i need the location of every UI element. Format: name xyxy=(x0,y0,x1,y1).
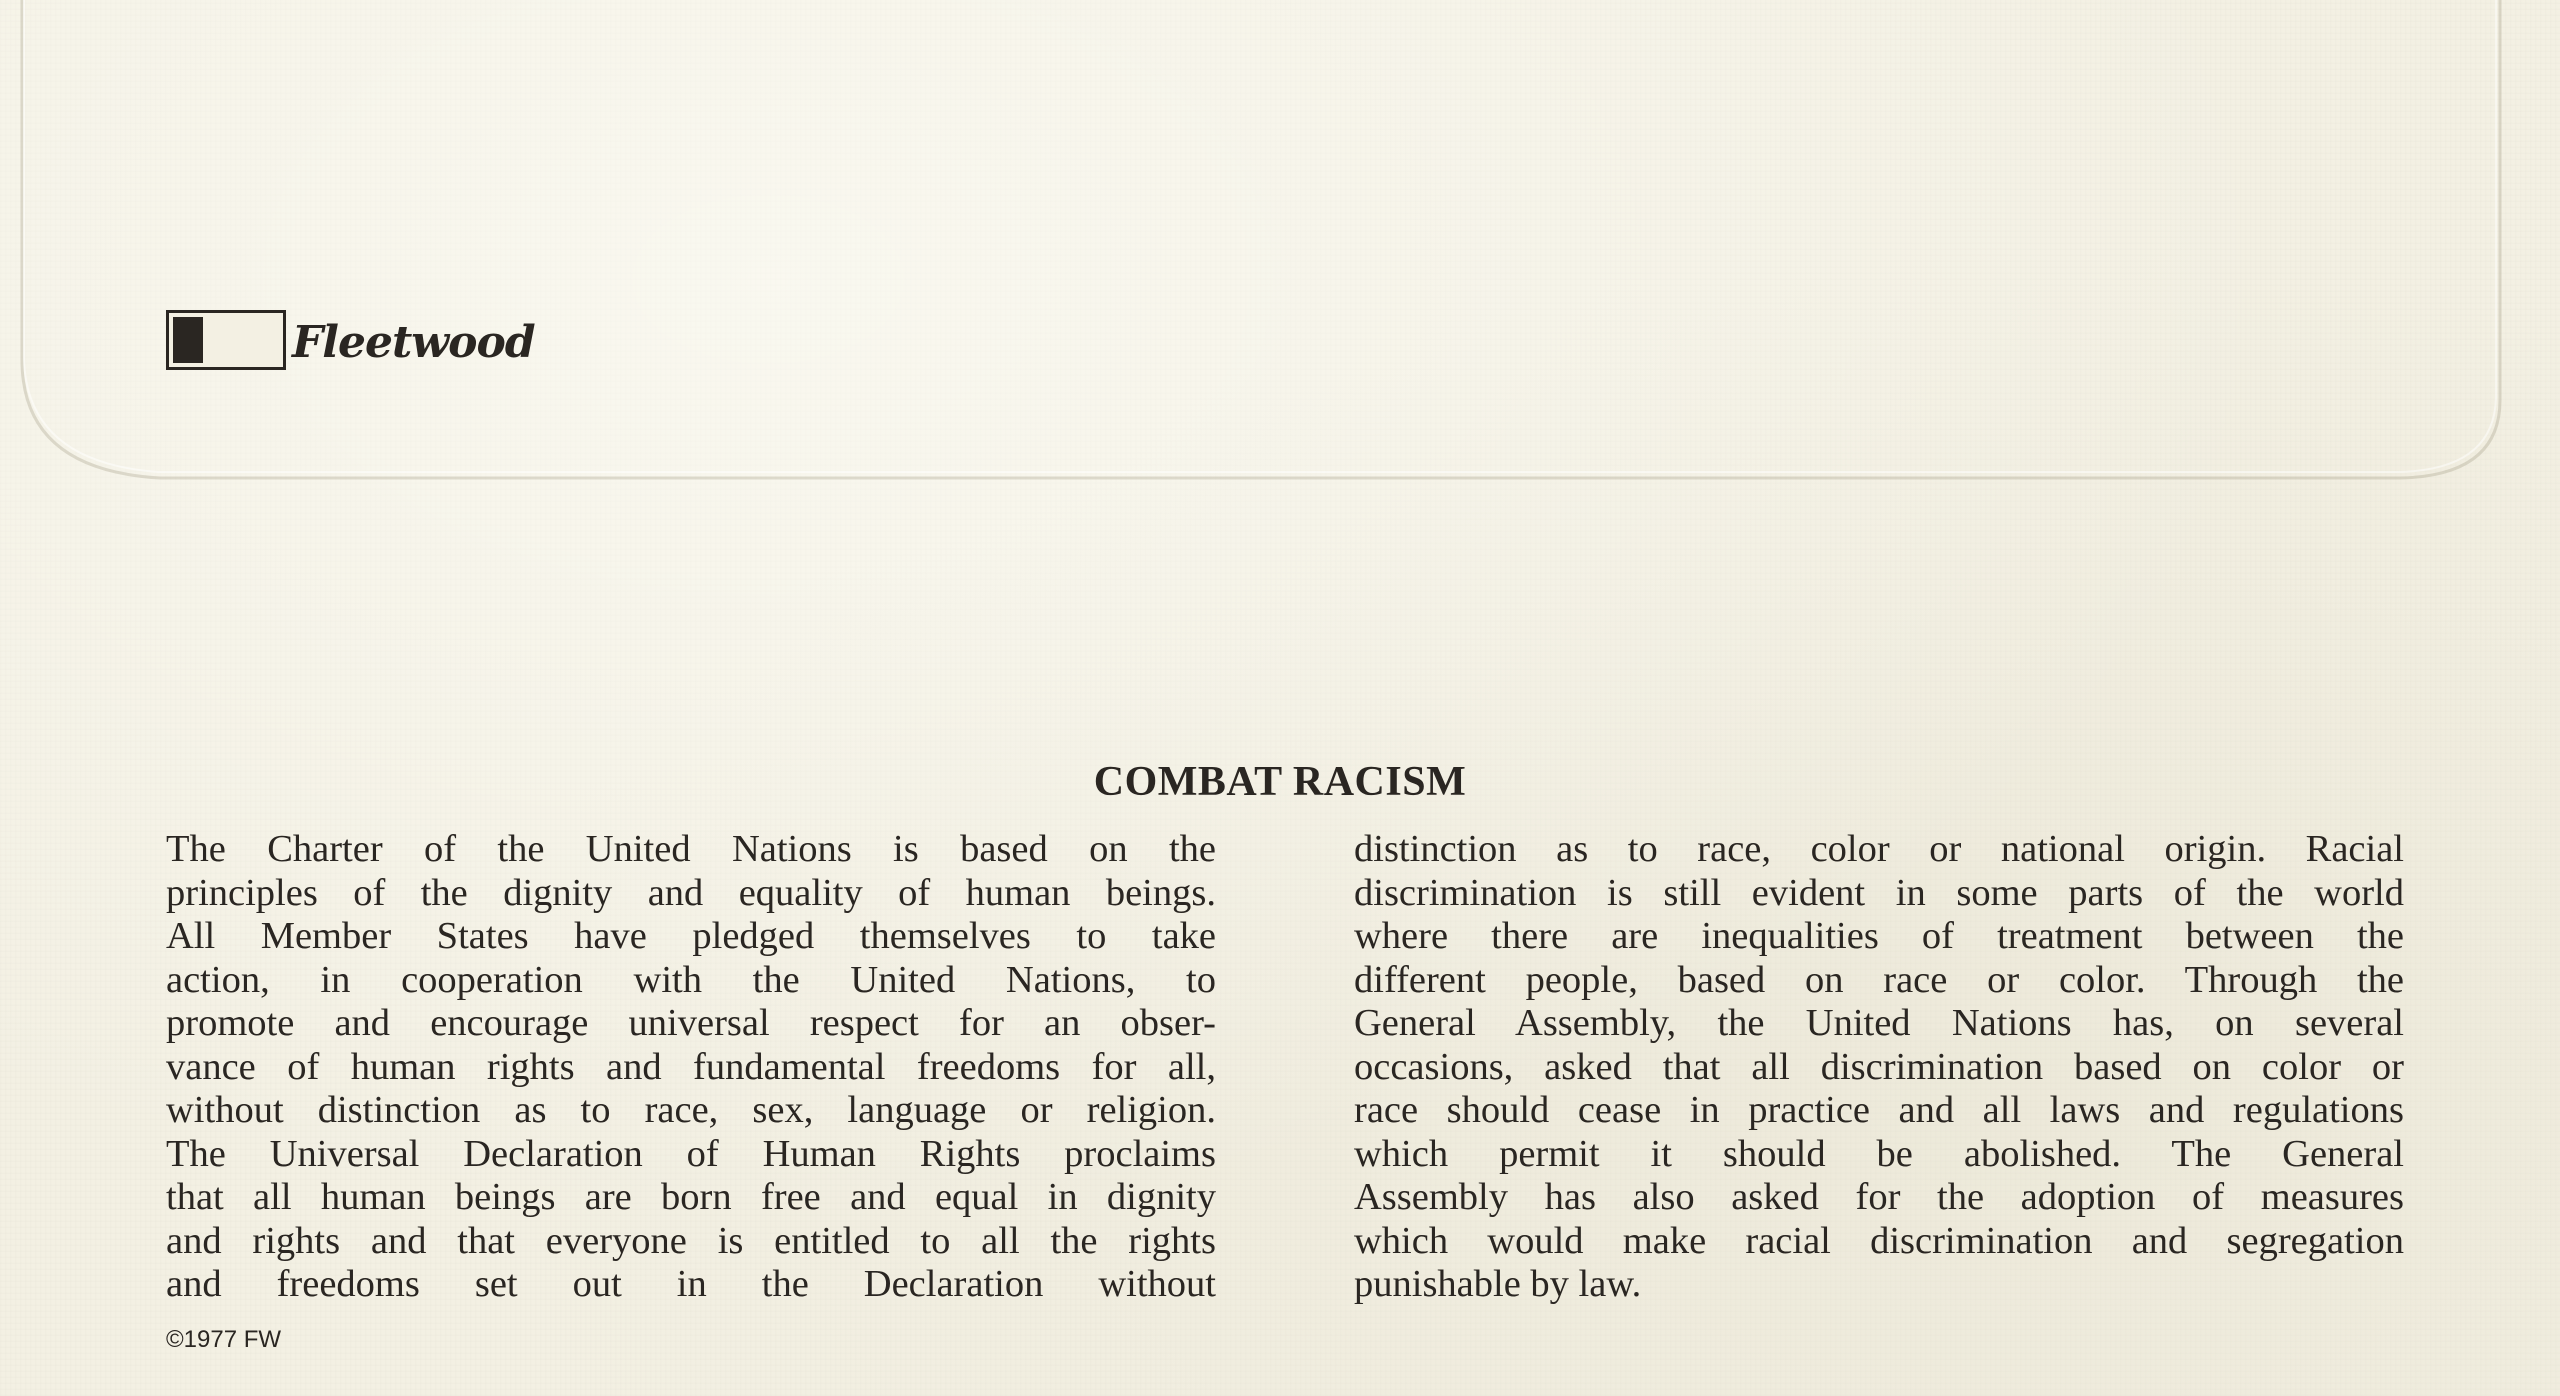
fleetwood-box-logo-icon xyxy=(166,310,286,370)
fleetwood-logo xyxy=(166,308,535,372)
text-line: race should cease in practice and all laws and regulations xyxy=(1354,1089,2404,1131)
text-line: action, in cooperation with the United Nations, to xyxy=(166,958,1216,1001)
text-line: where there are inequalities of treatment between the xyxy=(1354,915,2404,957)
text-line: promote and encourage universal respect for an obser- xyxy=(166,1002,1216,1044)
text-line: General Assembly, the United Nations has, on several xyxy=(1354,1002,2404,1044)
envelope-flap-outline xyxy=(0,0,2560,600)
text-line: that all human beings are born free and equal in dignity xyxy=(166,1176,1216,1218)
copyright-notice: ©1977 FW xyxy=(166,1326,282,1353)
article-left-column xyxy=(166,828,1216,1307)
text-line: without distinction as to race, sex, language or religion. xyxy=(166,1089,1216,1131)
fleetwood-wordmark: Fleetwood xyxy=(292,316,535,368)
text-line: and freedoms set out in the Declaration without xyxy=(166,1263,1216,1305)
text-line: All Member States have pledged themselves to take xyxy=(166,915,1216,957)
text-line: occasions, asked that all discrimination based on color or xyxy=(1354,1045,2404,1088)
text-line: distinction as to race, color or national origin. Racial xyxy=(1354,828,2404,870)
text-line: and rights and that everyone is entitled to all the rights xyxy=(166,1219,1216,1262)
article-right-column xyxy=(1354,828,2404,1307)
text-line: punishable by law. xyxy=(1354,1263,1642,1305)
text-line: different people, based on race or color. Through the xyxy=(1354,958,2404,1001)
text-line: The Charter of the United Nations is based on the xyxy=(166,828,1216,870)
text-line: Assembly has also asked for the adoption of measures xyxy=(1354,1176,2404,1218)
article-title: COMBAT RACISM xyxy=(1093,759,1467,805)
text-line: which would make racial discrimination and segregation xyxy=(1354,1219,2404,1262)
text-line: principles of the dignity and equality of human beings. xyxy=(166,871,1216,914)
text-line: which permit it should be abolished. The General xyxy=(1354,1132,2404,1175)
text-line: vance of human rights and fundamental freedoms for all, xyxy=(166,1045,1216,1088)
text-line: The Universal Declaration of Human Rights proclaims xyxy=(166,1132,1216,1175)
text-line: discrimination is still evident in some parts of the world xyxy=(1354,871,2404,914)
